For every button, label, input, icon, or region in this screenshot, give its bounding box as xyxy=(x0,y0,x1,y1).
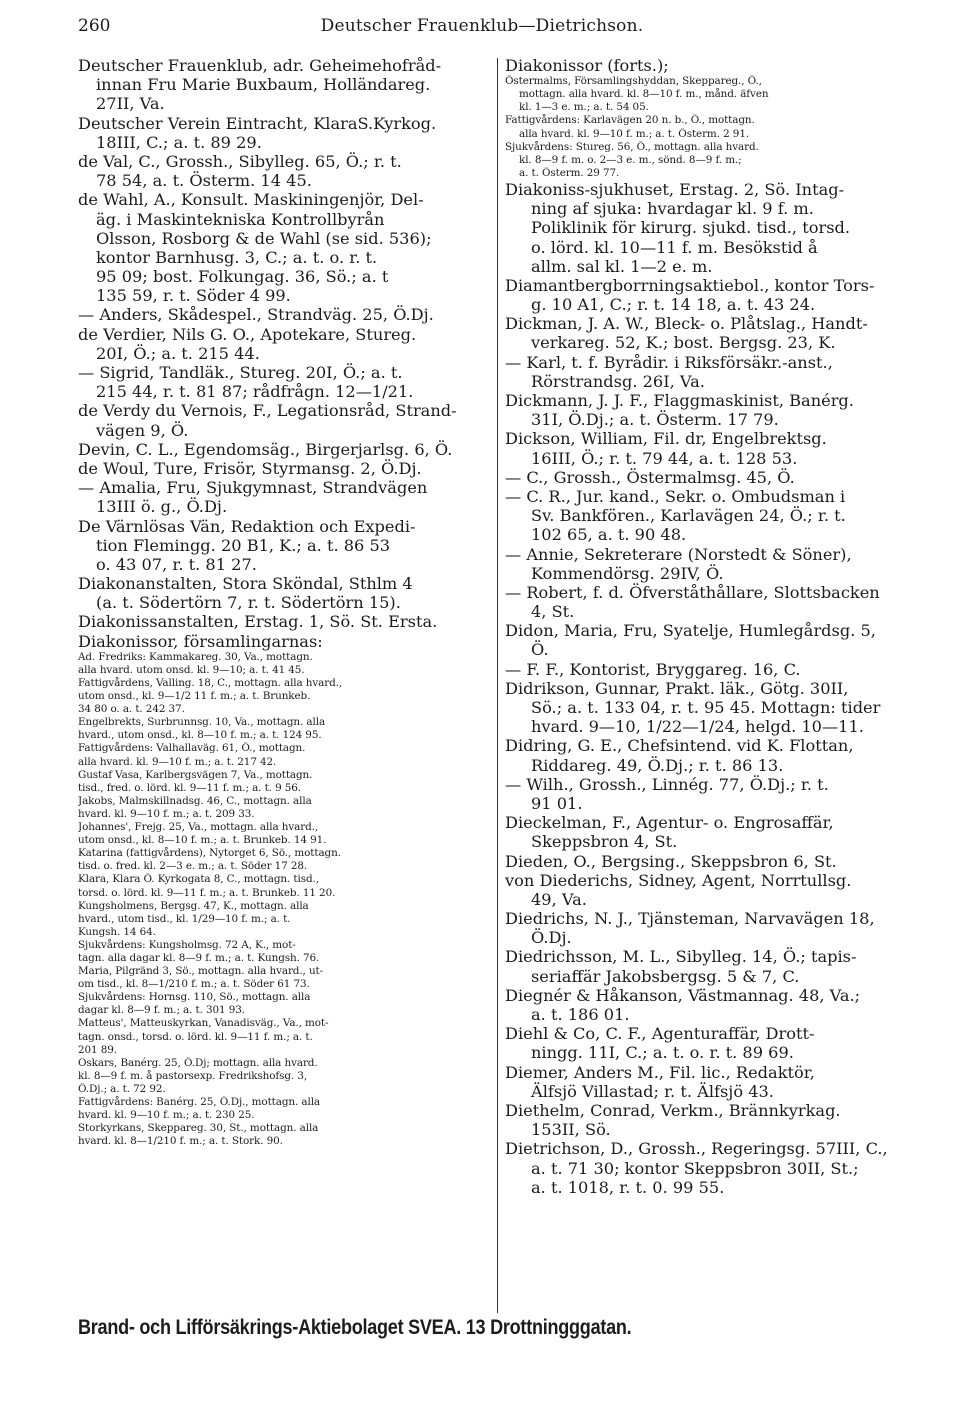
directory-entry-line: Devin, C. L., Egendomsäg., Birgerjarlsg. 6, Ö. xyxy=(78,439,453,459)
directory-entry-line: — Karl, t. f. Byrådir. i Riksförsäkr.-anst., xyxy=(505,352,833,372)
directory-entry-line: Olsson, Rosborg & de Wahl (se sid. 536); xyxy=(96,228,432,248)
directory-entry-line: 78 54, a. t. Österm. 14 45. xyxy=(96,171,312,191)
directory-entry-line: — C. R., Jur. kand., Sekr. o. Ombudsman i xyxy=(505,486,846,506)
directory-entry-line: 18III, C.; a. t. 89 29. xyxy=(96,132,262,152)
directory-subentry-line: om tisd., kl. 8—1/210 f. m.; a. t. Söder 61 73. xyxy=(78,978,310,991)
directory-entry-line: Kommendörsg. 29IV, Ö. xyxy=(531,563,724,583)
directory-entry-line: — C., Grossh., Östermalmsg. 45, Ö. xyxy=(505,467,795,487)
directory-entry-line: Dieden, O., Bergsing., Skeppsbron 6, St. xyxy=(505,851,837,871)
directory-entry-line: Sv. Bankfören., Karlavägen 24, Ö.; r. t. xyxy=(531,506,846,526)
directory-subentry-line: Fattigvårdens: Karlavägen 20 n. b., Ö., mottagn. xyxy=(505,114,755,127)
directory-subentry-line: Fattigvårdens: Valhallaväg. 61, Ö., mottagn. xyxy=(78,742,306,755)
directory-subentry-line: Sjukvårdens: Stureg. 56, Ö., mottagn. alla hvard. xyxy=(505,140,759,153)
directory-entry-line: 215 44, r. t. 81 87; rådfrågn. 12—1/21. xyxy=(96,382,414,402)
directory-entry-line: Dieckelman, F., Agentur- o. Engrosaffär, xyxy=(505,813,834,833)
directory-entry-line: Diethelm, Conrad, Verkm., Brännkyrkag. xyxy=(505,1100,841,1120)
directory-subentry-line: utom onsd., kl. 8—10 f. m.; a. t. Brunkeb. 14 91. xyxy=(78,834,327,847)
page-header xyxy=(78,16,886,42)
directory-entry-line: De Värnlösas Vän, Redaktion och Expedi- xyxy=(78,516,416,536)
directory-entry-line: — Annie, Sekreterare (Norstedt & Söner), xyxy=(505,544,852,564)
directory-entry-line: Ö. xyxy=(531,640,549,660)
directory-entry-line: a. t. 71 30; kontor Skeppsbron 30II, St.; xyxy=(531,1158,859,1178)
directory-entry-line: Diakoniss-sjukhuset, Erstag. 2, Sö. Intag- xyxy=(505,179,845,199)
directory-entry-line: — Amalia, Fru, Sjukgymnast, Strandvägen xyxy=(78,478,428,498)
directory-subentry-line: Maria, Pilgränd 3, Sö., mottagn. alla hvard., ut- xyxy=(78,965,324,978)
directory-subentry-line: Sjukvårdens: Kungsholmsg. 72 A, K., mot- xyxy=(78,938,296,951)
left-column xyxy=(78,56,492,1148)
page-number: 260 xyxy=(78,16,111,36)
directory-subentry-line: torsd. o. lörd. kl. 9—11 f. m.; a. t. Brunkeb. 11 20. xyxy=(78,886,336,899)
directory-subentry-line: kl. 8—9 f. m. o. 2—3 e. m., sönd. 8—9 f. m.; xyxy=(519,153,742,166)
directory-entry-line: de Wahl, A., Konsult. Maskiningenjör, Del- xyxy=(78,190,424,210)
directory-entry-line: Ö.Dj. xyxy=(531,928,572,948)
directory-entry-line: Diedrichs, N. J., Tjänsteman, Narvavägen 18, xyxy=(505,909,875,929)
directory-entry-line: 31I, Ö.Dj.; a. t. Österm. 17 79. xyxy=(531,410,779,430)
directory-entry-line: o. 43 07, r. t. 81 27. xyxy=(96,554,257,574)
directory-entry-line: Diamantbergborrningsaktiebol., kontor Tors- xyxy=(505,275,875,295)
directory-subentry-line: Gustaf Vasa, Karlbergsvägen 7, Va., mottagn. xyxy=(78,768,313,781)
directory-entry-line: — Anders, Skådespel., Strandväg. 25, Ö.Dj. xyxy=(78,305,434,325)
directory-entry-line: de Woul, Ture, Frisör, Styrmansg. 2, Ö.Dj. xyxy=(78,458,422,478)
directory-entry-line: de Verdy du Vernois, F., Legationsråd, Strand- xyxy=(78,401,457,421)
directory-entry-line: 95 09; bost. Folkungag. 36, Sö.; a. t xyxy=(96,267,389,287)
directory-subentry-line: 201 89. xyxy=(78,1043,117,1056)
directory-entry-line: Diehl & Co, C. F., Agenturaffär, Drott- xyxy=(505,1024,815,1044)
footer-advertisement: Brand- och Lifförsäkrings-Aktiebolaget SVEA. 13 Drottningggatan. xyxy=(78,1316,632,1339)
directory-entry-line: ning af sjuka: hvardagar kl. 9 f. m. xyxy=(531,199,814,219)
directory-entry-line: Deutscher Frauenklub, adr. Geheimehofråd- xyxy=(78,56,442,75)
directory-entry-line: 49, Va. xyxy=(531,889,587,909)
directory-entry-line: — Sigrid, Tandläk., Stureg. 20I, Ö.; a. t. xyxy=(78,363,403,382)
directory-subentry-line: Fattigvårdens: Banérg. 25, Ö.Dj., mottagn. alla xyxy=(78,1096,321,1108)
directory-subentry-line: Ö.Dj.; a. t. 72 92. xyxy=(78,1082,166,1095)
directory-subentry-line: tisd. o. fred. kl. 2—3 e. m.; a. t. Söder 17 28. xyxy=(78,860,308,873)
directory-subentry-line: alla hvard. kl. 9—10 f. m.; a. t. Österm. 2 91. xyxy=(519,127,750,140)
directory-subentry-line: Östermalms, Församlingshyddan, Skeppareg., Ö., xyxy=(505,75,762,88)
directory-entry-line: — F. F., Kontorist, Bryggareg. 16, C. xyxy=(505,659,801,679)
directory-subentry-line: Engelbrekts, Surbrunnsg. 10, Va., mottagn. alla xyxy=(78,716,326,729)
directory-entry-line: Deutscher Verein Eintracht, KlaraS.Kyrkog. xyxy=(78,113,437,133)
directory-entry-line: Dietrichson, D., Grossh., Regeringsg. 57III, C., xyxy=(505,1139,888,1159)
directory-entry-line: a. t. 186 01. xyxy=(531,1005,630,1024)
directory-subentry-line: utom onsd., kl. 9—1/2 11 f. m.; a. t. Brunkeb. xyxy=(78,690,311,703)
directory-entry-line: ningg. 11I, C.; a. t. o. r. t. 89 69. xyxy=(531,1043,794,1063)
directory-entry-line: de Val, C., Grossh., Sibylleg. 65, Ö.; r. t. xyxy=(78,151,402,171)
directory-entry-line: äg. i Maskintekniska Kontrollbyrån xyxy=(96,209,385,229)
directory-subentry-line: hvard., utom onsd., kl. 8—10 f. m.; a. t. 124 95. xyxy=(78,729,322,742)
directory-subentry-line: Oskars, Banérg. 25, Ö.Dj; mottagn. alla hvard. xyxy=(78,1056,318,1069)
directory-entry-line: 91 01. xyxy=(531,793,583,813)
directory-subentry-line: 34 80 o. a. t. 242 37. xyxy=(78,703,185,716)
directory-subentry-line: Kungsholmens, Bergsg. 47, K., mottagn. alla xyxy=(78,899,309,912)
directory-entry-line: g. 10 A1, C.; r. t. 14 18, a. t. 43 24. xyxy=(531,295,816,315)
directory-entry-line: vägen 9, Ö. xyxy=(96,420,189,440)
directory-entry-line: 4, St. xyxy=(531,602,575,622)
directory-subentry-line: hvard. kl. 9—10 f. m.; a. t. 230 25. xyxy=(78,1109,255,1122)
directory-entry-line: hvard. 9—10, 1/22—1/24, helgd. 10—11. xyxy=(531,717,864,737)
directory-entry-line: 13III ö. g., Ö.Dj. xyxy=(96,497,228,517)
directory-entry-line: Diakonissor, församlingarnas: xyxy=(78,631,323,651)
directory-entry-line: Diakonissanstalten, Erstag. 1, Sö. St. Ersta. xyxy=(78,612,438,632)
directory-entry-line: Riddareg. 49, Ö.Dj.; r. t. 86 13. xyxy=(531,755,784,775)
running-head: Deutscher Frauenklub—Dietrichson. xyxy=(320,16,644,36)
directory-subentry-line: Klara, Klara Ö. Kyrkogata 8, C., mottagn. tisd., xyxy=(78,873,319,886)
directory-entry-line: Diemer, Anders M., Fil. lic., Redaktör, xyxy=(505,1062,815,1082)
directory-subentry-line: Sjukvårdens: Hornsg. 110, Sö., mottagn. alla xyxy=(78,991,311,1004)
directory-subentry-line: tagn. onsd., torsd. o. lörd. kl. 9—11 f. m.; a. t. xyxy=(78,1030,313,1043)
directory-entry-line: 135 59, r. t. Söder 4 99. xyxy=(96,286,291,306)
directory-subentry-line: Jakobs, Malmskillnadsg. 46, C., mottagn. alla xyxy=(78,794,312,807)
directory-entry-line: de Verdier, Nils G. O., Apotekare, Stureg. xyxy=(78,324,417,344)
directory-entry-line: von Diederichs, Sidney, Agent, Norrtullsg. xyxy=(505,870,852,890)
directory-entry-line: allm. sal kl. 1—2 e. m. xyxy=(531,256,713,276)
directory-entry-line: 20I, Ö.; a. t. 215 44. xyxy=(96,343,260,363)
directory-entry-line: Dickmann, J. J. F., Flaggmaskinist, Banérg. xyxy=(505,391,854,410)
directory-entry-line: — Wilh., Grossh., Linnég. 77, Ö.Dj.; r. t. xyxy=(505,774,829,794)
directory-entry-line: (a. t. Södertörn 7, r. t. Södertörn 15). xyxy=(96,593,401,613)
directory-entry-line: verkareg. 52, K.; bost. Bergsg. 23, K. xyxy=(531,333,836,353)
directory-subentry-line: alla hvard. kl. 9—10 f. m.; a. t. 217 42. xyxy=(78,755,277,768)
directory-entry-line: 153II, Sö. xyxy=(531,1120,611,1140)
directory-entry-line: Diakonissor (forts.); xyxy=(505,56,669,75)
directory-subentry-line: Matteus', Matteuskyrkan, Vanadisväg., Va., mot- xyxy=(78,1017,329,1030)
right-column xyxy=(505,56,897,1197)
directory-subentry-line: mottagn. alla hvard. kl. 8—10 f. m., månd. äfven xyxy=(519,88,769,101)
directory-entry-line: Diakonanstalten, Stora Sköndal, Sthlm 4 xyxy=(78,574,413,594)
directory-subentry-line: kl. 1—3 e. m.; a. t. 54 05. xyxy=(519,101,649,114)
directory-subentry-line: alla hvard. utom onsd. kl. 9—10; a. t. 41 45. xyxy=(78,663,305,676)
directory-entry-line: Diegnér & Håkanson, Västmannag. 48, Va.; xyxy=(505,985,861,1005)
directory-entry-line: 102 65, a. t. 90 48. xyxy=(531,525,687,545)
directory-entry-line: Älfsjö Villastad; r. t. Älfsjö 43. xyxy=(531,1081,774,1101)
directory-entry-line: Sö.; a. t. 133 04, r. t. 95 45. Mottagn: tider xyxy=(531,698,881,717)
directory-entry-line: Poliklinik för kirurg. sjukd. tisd., torsd. xyxy=(531,218,851,238)
directory-entry-line: tion Flemingg. 20 B1, K.; a. t. 86 53 xyxy=(96,535,391,555)
directory-entry-line: Dickman, J. A. W., Bleck- o. Plåtslag., Handt- xyxy=(505,314,868,334)
directory-subentry-line: dagar kl. 8—9 f. m.; a. t. 301 93. xyxy=(78,1004,245,1017)
directory-subentry-line: tagn. alla dagar kl. 8—9 f. m.; a. t. Kungsh. 76. xyxy=(78,951,320,964)
directory-subentry-line: hvard. kl. 8—1/210 f. m.; a. t. Stork. 90. xyxy=(78,1135,283,1148)
directory-subentry-line: Katarina (fattigvårdens), Nytorget 6, Sö., mottagn. xyxy=(78,847,341,860)
directory-subentry-line: Fattigvårdens, Valling. 18, C., mottagn. alla hvard., xyxy=(78,677,343,689)
directory-entry-line: Skeppsbron 4, St. xyxy=(531,832,678,852)
directory-subentry-line: Storkyrkans, Skeppareg. 30, St., mottagn. alla xyxy=(78,1122,319,1135)
directory-subentry-line: hvard., utom tisd., kl. 1/29—10 f. m.; a. t. xyxy=(78,912,291,925)
directory-entry-line: Didring, G. E., Chefsintend. vid K. Flottan, xyxy=(505,736,854,756)
directory-entry-line: Dickson, William, Fil. dr, Engelbrektsg. xyxy=(505,429,827,449)
directory-entry-line: Didrikson, Gunnar, Prakt. läk., Götg. 30II, xyxy=(505,678,849,698)
directory-entry-line: 16III, Ö.; r. t. 79 44, a. t. 128 53. xyxy=(531,448,798,468)
directory-entry-line: innan Fru Marie Buxbaum, Holländareg. xyxy=(96,75,431,95)
directory-entry-line: Diedrichsson, M. L., Sibylleg. 14, Ö.; tapis- xyxy=(505,947,857,967)
directory-entry-line: Rörstrandsg. 26I, Va. xyxy=(531,371,705,391)
directory-entry-line: Didon, Maria, Fru, Syatelje, Humlegårdsg. 5, xyxy=(505,621,876,641)
directory-entry-line: kontor Barnhusg. 3, C.; a. t. o. r. t. xyxy=(96,247,378,267)
directory-entry-line: — Robert, f. d. Öfverståthållare, Slottsbacken xyxy=(505,582,880,602)
directory-subentry-line: Ad. Fredriks: Kammakareg. 30, Va., mottagn. xyxy=(78,650,313,663)
directory-subentry-line: hvard. kl. 9—10 f. m.; a. t. 209 33. xyxy=(78,807,255,820)
directory-subentry-line: Kungsh. 14 64. xyxy=(78,925,156,938)
directory-subentry-line: a. t. Österm. 29 77. xyxy=(519,166,620,179)
directory-subentry-line: tisd., fred. o. lörd. kl. 9—11 f. m.; a. t. 9 56. xyxy=(78,781,302,794)
directory-entry-line: seriaffär Jakobsbergsg. 5 & 7, C. xyxy=(531,966,800,986)
directory-entry-line: a. t. 1018, r. t. 0. 99 55. xyxy=(531,1177,725,1197)
directory-entry-line: 27II, Va. xyxy=(96,94,165,114)
directory-subentry-line: Johannes', Frejg. 25, Va., mottagn. alla hvard., xyxy=(78,821,319,834)
directory-subentry-line: kl. 8—9 f. m. å pastorsexp. Fredrikshofsg. 3, xyxy=(78,1069,308,1082)
directory-entry-line: o. lörd. kl. 10—11 f. m. Besökstid å xyxy=(531,237,818,257)
column-divider xyxy=(497,58,498,1313)
